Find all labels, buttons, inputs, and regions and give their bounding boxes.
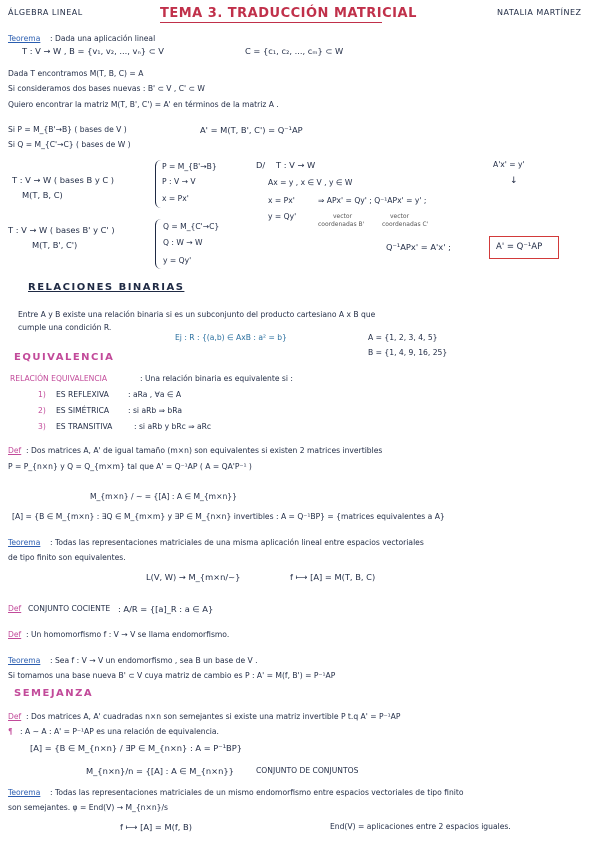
def-equivalencia-2: P = P_{n×n} y Q = Q_{m×m} tal que A' = Q⁻¹AP ( A = QA'P⁻¹ ) <box>8 462 252 471</box>
endomorfismo-def: : Un homomorfismo f : V → V se llama endomorfismo. <box>26 630 230 639</box>
demo-line1: T : V → W <box>276 160 316 170</box>
relaciones-example: Ej : R : {(a,b) ∈ AxB : a² = b} <box>175 333 287 342</box>
teorema-semejanza-2: son semejantes. φ = End(V) → M_{n×n}/s <box>8 803 168 812</box>
prop-2-label: ES SIMÉTRICA <box>56 406 110 415</box>
demo-result: A' = Q⁻¹AP <box>496 242 543 252</box>
intro-line7: Si Q = M_{C'→C} ( bases de W ) <box>8 140 131 149</box>
intro-line6a: Si P = M_{B'→B} ( bases de V ) <box>8 125 127 134</box>
equivalence-class: [A] = {B ∈ M_{m×n} : ∃Q ∈ M_{m×m} y ∃P ∈ M_{n×n} invertibles : A = Q⁻¹BP} = {matrices equivalentes a A} <box>12 512 445 521</box>
teorema-label-2: Teorema <box>8 538 41 547</box>
semejanza-def: : Dos matrices A, A' cuadradas n×n son semejantes si existe una matriz invertible P t.q A' = P⁻¹AP <box>26 712 401 721</box>
semejanza-quotient-note: CONJUNTO DE CONJUNTOS <box>256 766 359 775</box>
teorema-label-3: Teorema <box>8 656 41 665</box>
teorema-label: Teorema <box>8 34 41 43</box>
prop-1-text: : aRa , ∀a ∈ A <box>128 390 182 399</box>
demo-note-coord1: coordenadas B' <box>318 221 365 228</box>
diagram-left2a: T : V → W ( bases B' y C' ) <box>8 225 115 235</box>
subject-label: ÁLGEBRA LINEAL <box>8 8 83 17</box>
diagram-left1a: T : V → W ( bases B y C ) <box>12 175 115 185</box>
prop-3-label: ES TRANSITIVA <box>56 422 113 431</box>
intro-line5: Quiero encontrar la matriz M(T, B', C') = A' en términos de la matriz A . <box>8 100 279 109</box>
prop-2-num: 2) <box>38 406 46 415</box>
prop-3-text: : si aRb y bRc ⇒ aRc <box>134 422 212 431</box>
diagram-left1b: M(T, B, C) <box>22 190 63 200</box>
intro-line1: : Dada una aplicación lineal <box>50 34 156 43</box>
cociente-label: CONJUNTO COCIENTE <box>28 604 111 613</box>
quotient-set: M_{m×n} / ~ = {[A] : A ∈ M_{m×n}} <box>90 492 237 501</box>
demo-note-coord2: coordenadas C' <box>382 221 429 228</box>
demo-note-vector1: vector <box>333 213 353 220</box>
section-semejanza: SEMEJANZA <box>14 688 94 699</box>
demo-line4: y = Qy' <box>268 212 297 221</box>
relacion-equivalencia-label: RELACIÓN EQUIVALENCIA <box>10 374 108 383</box>
relacion-equivalencia-text: : Una relación binaria es equivalente si : <box>140 374 293 383</box>
def-label-1: Def <box>8 446 22 455</box>
teorema-label-4: Teorema <box>8 788 41 797</box>
cociente-text: : A/R = {[a]_R : a ∈ A} <box>118 604 214 614</box>
teorema-endo-1: : Sea f : V → V un endomorfismo , sea B un base de V . <box>50 656 258 665</box>
teorema-endo-2: Si tomamos una base nueva B' ⊂ V cuya matriz de cambio es P : A' = M(f, B') = P⁻¹AP <box>8 671 336 680</box>
relaciones-p2: cumple una condición R. <box>18 323 112 332</box>
intro-line2b: C = {c₁, c₂, ..., cₘ} ⊂ W <box>245 46 344 56</box>
semejanza-class: [A] = {B ∈ M_{n×n} / ∃P ∈ M_{n×n} : A = P⁻¹BP} <box>30 743 242 753</box>
brace-1 <box>155 160 162 208</box>
relaciones-p1: Entre A y B existe una relación binaria si es un subconjunto del producto cartesiano A x B que <box>18 310 376 319</box>
map-right: f ⟼ [A] = M(T, B, C) <box>290 572 376 582</box>
teorema-equiv-1: : Todas las representaciones matriciales de una misma aplicación lineal entre espacios vectoriales <box>50 538 424 547</box>
title-underline <box>160 22 382 23</box>
section-equivalencia: EQUIVALENCIA <box>14 352 115 363</box>
semejanza-map: f ⟼ [A] = M(f, B) <box>120 822 192 832</box>
def-label-4: Def <box>8 712 22 721</box>
brace1-item-1: P = M_{B'→B} <box>162 162 217 171</box>
semejanza-quotient: M_{n×n}/n = {[A] : A ∈ M_{n×n}} <box>86 766 234 776</box>
prop-1-num: 1) <box>38 390 46 399</box>
brace2-item-2: Q : W → W <box>163 238 203 247</box>
demo-label: D/ <box>256 160 266 170</box>
down-arrow-icon: ↓ <box>510 176 518 186</box>
prop-2-text: : si aRb ⇒ bRa <box>128 406 182 415</box>
demo-note-vector2: vector <box>390 213 410 220</box>
demo-line2: Ax = y , x ∈ V , y ∈ W <box>268 178 353 187</box>
demo-line5: Q⁻¹APx' = A'x' ; <box>386 242 451 252</box>
demo-line3a: x = Px' <box>268 196 295 205</box>
prop-3-num: 3) <box>38 422 46 431</box>
brace2-item-3: y = Qy' <box>163 256 192 265</box>
brace1-item-3: x = Px' <box>162 194 189 203</box>
brace2-item-1: Q = M_{C'→C} <box>163 222 220 231</box>
semejanza-relation: : A ~ A : A' = P⁻¹AP es una relación de equivalencia. <box>20 727 219 736</box>
author-label: NATALIA MARTÍNEZ <box>497 8 582 17</box>
brace1-item-2: P : V → V <box>162 177 196 186</box>
intro-line2a: T : V → W , B = {v₁, v₂, ..., vₙ} ⊂ V <box>22 46 164 56</box>
teorema-equiv-2: de tipo finito son equivalentes. <box>8 553 126 562</box>
intro-line3: Dada T encontramos M(T, B, C) = A <box>8 69 144 78</box>
intro-line6b: A' = M(T, B', C') = Q⁻¹AP <box>200 125 303 135</box>
diagram-left2b: M(T, B', C') <box>32 240 78 250</box>
q-label: ¶ <box>8 727 13 736</box>
def-label-3: Def <box>8 630 22 639</box>
intro-line4: Si consideramos dos bases nuevas : B' ⊂ V , C' ⊂ W <box>8 84 205 93</box>
section-relaciones: RELACIONES BINARIAS <box>28 282 185 293</box>
demo-line3b: ⇒ APx' = Qy' ; Q⁻¹APx' = y' ; <box>318 196 427 205</box>
def-equivalencia-1: : Dos matrices A, A' de igual tamaño (m×n) son equivalentes si existen 2 matrices invertibles <box>26 446 383 455</box>
demo-top-right: A'x' = y' <box>493 160 525 169</box>
def-label-2: Def <box>8 604 22 613</box>
page-title: TEMA 3. TRADUCCIÓN MATRICIAL <box>160 6 417 21</box>
teorema-semejanza-1: : Todas las representaciones matriciales de un mismo endomorfismo entre espacios vectoriales de tipo finito <box>50 788 464 797</box>
prop-1-label: ES REFLEXIVA <box>56 390 109 399</box>
relaciones-set-a: A = {1, 2, 3, 4, 5} <box>368 333 438 342</box>
relaciones-set-b: B = {1, 4, 9, 16, 25} <box>368 348 448 357</box>
brace-2 <box>155 219 162 269</box>
map-left: L(V, W) → M_{m×n/~} <box>146 572 241 582</box>
end-note: End(V) = aplicaciones entre 2 espacios iguales. <box>330 822 511 831</box>
